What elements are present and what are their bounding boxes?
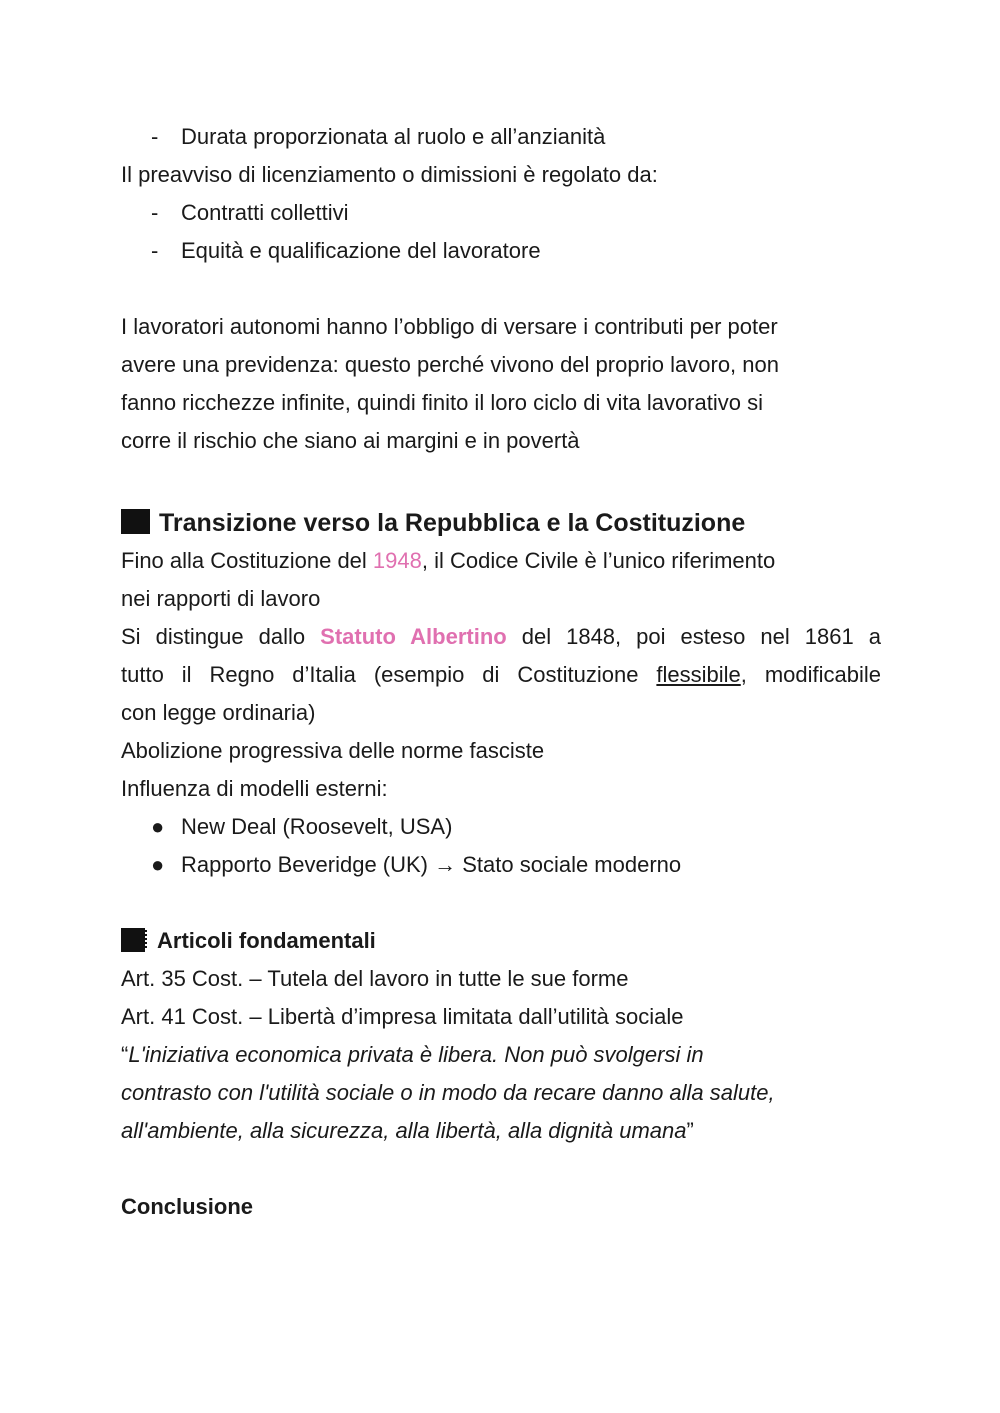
paragraph-line: fanno ricchezze infinite, quindi finito il loro ciclo di vita lavorativo si xyxy=(121,390,763,415)
bullet-marker: ● xyxy=(151,852,165,877)
section-heading-transizione: Transizione verso la Repubblica e la Costituzione xyxy=(121,504,881,542)
list-item xyxy=(121,846,881,884)
list-item-text: Contratti collettivi xyxy=(181,200,349,225)
paragraph-line: Si distingue dallo Statuto Albertino del 1848, poi esteso nel 1861 a xyxy=(121,624,881,649)
paragraph-line: nei rapporti di lavoro xyxy=(121,586,321,611)
paragraph-line: Fino alla Costituzione del 1948, il Codice Civile è l’unico riferimento xyxy=(121,548,776,573)
dash-marker: - xyxy=(151,238,159,263)
paragraph-line: Influenza di modelli esterni: xyxy=(121,776,388,801)
bullet-marker: ● xyxy=(151,814,165,839)
paragraph-line: corre il rischio che siano ai margini e in povertà xyxy=(121,428,580,453)
section-heading-conclusione: Conclusione xyxy=(121,1194,254,1219)
paragraph-line: Abolizione progressiva delle norme fasciste xyxy=(121,738,545,763)
spacer xyxy=(121,460,881,504)
list-item-text: Durata proporzionata al ruolo e all’anzianità xyxy=(181,124,606,149)
year-highlight: 1948 xyxy=(372,548,422,573)
paragraph-line: I lavoratori autonomi hanno l’obbligo di versare i contributi per poter xyxy=(121,314,778,339)
paragraph-line: tutto il Regno d’Italia (esempio di Costituzione flessibile, modificabile xyxy=(121,662,882,687)
article-line: Art. 41 Cost. – Libertà d’impresa limitata dall’utilità sociale xyxy=(121,1004,684,1029)
document-page xyxy=(121,118,881,1226)
dash-marker: - xyxy=(151,124,159,149)
section-heading-articoli: Articoli fondamentali xyxy=(121,922,881,960)
paragraph-line: con legge ordinaria) xyxy=(121,700,316,725)
spacer xyxy=(121,270,881,308)
list-item-text: Equità e qualificazione del lavoratore xyxy=(181,238,541,263)
list-item xyxy=(121,232,881,270)
spacer xyxy=(121,1150,881,1188)
list-item xyxy=(121,808,881,846)
list-item-text: Rapporto Beveridge (UK) → Stato sociale moderno xyxy=(181,852,682,877)
quote-line: contrasto con l'utilità sociale o in modo da recare danno alla salute, xyxy=(121,1080,775,1105)
dash-marker: - xyxy=(151,200,159,225)
paragraph-line: avere una previdenza: questo perché vivono del proprio lavoro, non xyxy=(121,352,779,377)
quote-line: all'ambiente, alla sicurezza, alla libertà, alla dignità umana” xyxy=(121,1118,694,1143)
black-square-icon xyxy=(121,509,150,534)
list-item xyxy=(121,194,881,232)
list-item xyxy=(121,118,881,156)
preavviso-intro: Il preavviso di licenziamento o dimissioni è regolato da: xyxy=(121,162,658,187)
spacer xyxy=(121,884,881,922)
statuto-highlight: Statuto Albertino xyxy=(320,624,507,649)
underlined-word: flessibile xyxy=(656,662,741,687)
list-item-text: New Deal (Roosevelt, USA) xyxy=(181,814,453,839)
article-line: Art. 35 Cost. – Tutela del lavoro in tutte le sue forme xyxy=(121,966,629,991)
black-square-icon xyxy=(121,928,145,952)
quote-line: “L'iniziativa economica privata è libera. Non può svolgersi in xyxy=(121,1042,704,1067)
